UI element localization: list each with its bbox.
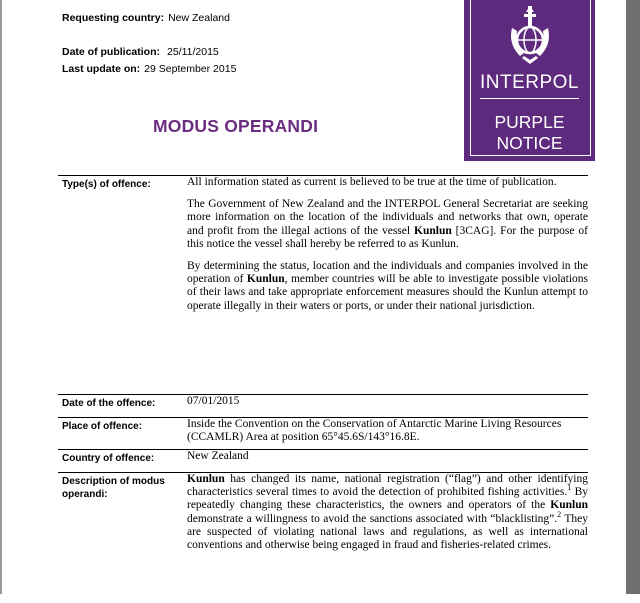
offence-type-label: Type(s) of offence:	[62, 179, 151, 190]
logo-divider	[480, 98, 579, 99]
offence-place-value: Inside the Convention on the Conservation of Antarctic Marine Living Resources (CCAMLR) Area at position 65°45.6S/143°16.8E.	[187, 418, 562, 444]
vessel-name: Kunlun	[246, 273, 285, 286]
page-title: MODUS OPERANDI	[153, 116, 319, 136]
interpol-emblem-icon	[506, 6, 554, 68]
description-text-b: By repeatedly changing these characteristics, the owners and operators of the	[187, 486, 588, 512]
publication-date-value: 25/11/2015	[167, 46, 219, 58]
description-content	[187, 473, 588, 552]
logo-brand-text: INTERPOL	[479, 72, 580, 93]
interpol-purple-notice-logo	[464, 0, 595, 161]
vessel-name: Kunlun	[187, 473, 225, 485]
logo-notice-line2: NOTICE	[496, 133, 563, 153]
logo-notice-text	[464, 112, 595, 154]
offence-country-value: New Zealand	[187, 450, 249, 462]
requesting-country-value: New Zealand	[168, 12, 230, 24]
last-update-line	[62, 63, 236, 75]
offence-place-label: Place of offence:	[62, 421, 143, 432]
row-offence-date	[58, 394, 588, 417]
offence-type-paragraph-3	[187, 260, 588, 313]
offence-type-content	[187, 176, 588, 313]
row-offence-type	[58, 175, 588, 394]
footnote-ref-1[interactable]: 1	[567, 483, 572, 493]
offence-date-value: 07/01/2015	[187, 395, 240, 407]
description-text-c: demonstrate a willingness to avoid the sanctions associated with “blacklisting”.	[187, 512, 558, 525]
paragraph-2-text-a: The Government of New Zealand and the INTERPOL General Secretariat are seeking more information on the location of the individuals and networks that own, operate and profit from the illegal actions of the vessel	[187, 198, 588, 237]
paragraph-3-text-b: , member countries will be able to investigate possible violations of their laws and take appropriate enforcement measures should the Kunlun attempt to operate illegally in their waters or ports, or under their national jurisdiction.	[187, 273, 588, 312]
notice-details-table	[58, 175, 588, 603]
description-label: Description of modus operandi:	[62, 476, 165, 500]
requesting-country-line	[62, 12, 230, 24]
description-text-d: They are suspected of violating national laws and regulations, as well as international conventions and otherwise being engaged in fraud and fisheries-related crimes.	[187, 512, 588, 552]
paragraph-3-text-a: By determining the status, location and the individuals and companies involved in the operation of	[187, 260, 588, 286]
vessel-name: Kunlun	[550, 499, 588, 512]
vessel-name: Kunlun	[414, 224, 452, 237]
footnote-ref-2[interactable]: 2	[557, 509, 562, 519]
row-offence-place	[58, 417, 588, 449]
page-left-edge	[0, 0, 2, 594]
offence-type-paragraph-1: All information stated as current is believed to be true at the time of publication.	[187, 176, 557, 188]
publication-date-label: Date of publication:	[62, 46, 160, 58]
offence-type-paragraph-2	[187, 198, 588, 251]
description-text-a: has changed its name, national registration (“flag”) and other identifying characteristics several times to avoid the detection of prohibited fishing activities.	[187, 473, 588, 499]
row-description	[58, 472, 588, 603]
paragraph-2-text-b: [3CAG]. For the purpose of this notice the vessel shall hereby be referred to as Kunlun.	[187, 224, 588, 250]
last-update-value: 29 September 2015	[144, 63, 237, 75]
offence-date-label: Date of the offence:	[62, 398, 156, 409]
requesting-country-label: Requesting country:	[62, 12, 165, 24]
last-update-label: Last update on:	[62, 63, 141, 75]
logo-notice-line1: PURPLE	[494, 112, 565, 132]
offence-country-label: Country of offence:	[62, 453, 155, 464]
publication-date-line	[62, 46, 219, 58]
window-scrollbar-track[interactable]	[626, 0, 640, 594]
row-offence-country	[58, 449, 588, 472]
